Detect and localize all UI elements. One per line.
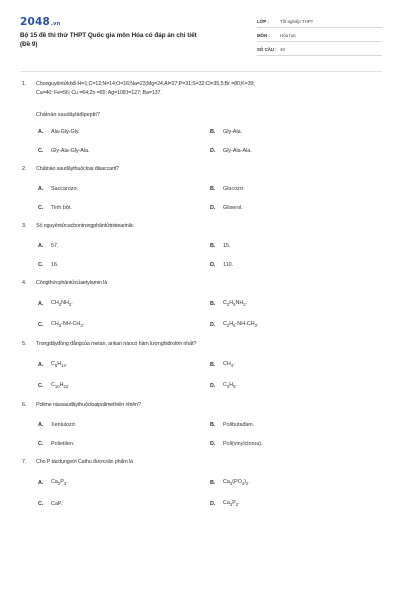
option-letter: A.	[38, 301, 44, 308]
formula-subscript: 3	[229, 502, 233, 508]
answer-option-c[interactable]	[38, 261, 210, 269]
question-text	[36, 279, 382, 288]
formula-subscript: 6	[54, 363, 58, 369]
formula-part: .	[66, 479, 68, 486]
answer-option-b[interactable]	[210, 185, 382, 193]
option-letter: A.	[38, 362, 44, 369]
answer-option-a[interactable]	[38, 360, 210, 370]
option-letter: B.	[210, 422, 216, 429]
question-number: 2.	[22, 166, 27, 172]
option-text: Gly-Ala-Ala.	[223, 148, 252, 154]
answer-option-b[interactable]	[210, 242, 382, 250]
option-text: Tinh bột.	[51, 205, 72, 211]
option-grid	[22, 185, 382, 212]
formula-subscript: 4	[241, 481, 245, 487]
option-letter: D.	[210, 501, 216, 508]
question-3	[22, 222, 382, 269]
option-letter: B.	[210, 243, 216, 249]
formula-part: .	[235, 382, 237, 389]
option-text	[223, 360, 235, 370]
option-text: Xenlulozơ.	[51, 422, 77, 429]
option-letter: B.	[210, 362, 216, 369]
question-text-line: Trongdãyđồng đẳngcủa metan, ankan nàocó hàm lượnghiđrolớn nhất?	[36, 341, 197, 348]
answer-option-d[interactable]	[210, 320, 382, 330]
answer-option-a[interactable]	[38, 185, 210, 193]
formula-subscript: 22	[63, 384, 69, 390]
formula-subscript: 8	[233, 384, 236, 390]
formula-part: H	[59, 382, 64, 389]
option-text: Polibutađien.	[223, 422, 255, 429]
option-text: Gly-Ala-Gly-Ala.	[51, 148, 90, 154]
question-2	[22, 165, 382, 212]
formula-part: C	[223, 382, 227, 389]
question-6	[22, 401, 382, 448]
option-letter: C.	[38, 322, 44, 329]
answer-option-a[interactable]	[38, 299, 210, 309]
option-text: Saccarozơ.	[51, 186, 79, 192]
formula-part: .	[68, 382, 70, 389]
option-letter: C.	[38, 148, 44, 154]
answer-option-c[interactable]	[38, 204, 210, 212]
formula-subscript: 3	[229, 481, 233, 487]
option-text	[223, 499, 240, 509]
meta-value: Tốt nghiệp THPT	[280, 19, 314, 24]
answer-option-d[interactable]	[210, 261, 382, 269]
question-text-line: Số nguyêntửcacbontrongphântửtristearinlà:	[36, 223, 134, 229]
option-text	[223, 381, 237, 391]
exam-title-line2: (Đề 9)	[20, 41, 38, 48]
question-line	[22, 80, 382, 98]
option-text: Poli(vinylclorua).	[223, 441, 263, 448]
formula-subscript: 4	[230, 363, 234, 369]
answer-option-b[interactable]	[210, 128, 382, 136]
formula-subscript: 2	[226, 323, 230, 329]
meta-value: 40	[280, 47, 285, 52]
answer-option-d[interactable]	[210, 147, 382, 155]
question-number: 4.	[22, 280, 27, 286]
answer-option-b[interactable]	[210, 299, 382, 309]
formula-subscript: 2	[226, 302, 230, 308]
option-grid	[22, 128, 382, 155]
option-text	[51, 478, 68, 488]
answer-option-b[interactable]	[210, 360, 382, 370]
formula-subscript: 2	[243, 302, 246, 308]
formula-part: Ca	[223, 500, 230, 507]
option-text: Polietilen.	[51, 441, 75, 448]
option-grid	[22, 478, 382, 509]
option-text: Gly-Ala.	[223, 129, 243, 135]
option-text: 16.	[51, 262, 59, 268]
answer-option-d[interactable]	[210, 499, 382, 509]
option-letter: C.	[38, 205, 44, 211]
formula-part: Ca	[51, 479, 58, 486]
question-number: 7.	[22, 459, 27, 466]
question-text	[36, 458, 382, 467]
formula-part: )	[244, 479, 246, 486]
formula-subscript: 3	[58, 302, 62, 308]
option-letter: D.	[210, 383, 216, 390]
formula-subscript: 3	[254, 323, 258, 329]
answer-option-d[interactable]	[210, 440, 382, 448]
exam-meta	[257, 16, 382, 58]
option-text	[223, 320, 259, 330]
option-text: 57.	[51, 243, 59, 249]
site-logo[interactable]	[20, 16, 60, 28]
option-letter: C.	[38, 383, 44, 390]
meta-row-class	[257, 16, 382, 28]
formula-part: H	[57, 361, 62, 368]
option-letter: B.	[210, 186, 216, 192]
option-text: 15.	[223, 243, 231, 249]
option-text: CaP.	[51, 501, 63, 508]
formula-subscript: 3	[63, 481, 67, 487]
formula-subscript: 3	[58, 323, 62, 329]
formula-part: .	[65, 361, 68, 368]
question-line	[22, 279, 382, 288]
question-prompt: Chấtnào saudâylàđipeptit?	[36, 112, 100, 118]
answer-option-d[interactable]	[210, 381, 382, 391]
answer-option-c[interactable]	[38, 320, 210, 330]
formula-subscript: 3	[226, 384, 230, 390]
answer-option-a[interactable]	[38, 478, 210, 488]
question-line	[22, 401, 382, 410]
formula-part: -NH-CH	[61, 321, 81, 328]
formula-subscript: 14	[61, 363, 66, 369]
meta-key: SỐ CÂU :	[257, 47, 277, 52]
option-text	[223, 299, 247, 309]
option-grid	[22, 299, 382, 330]
answer-option-a[interactable]	[38, 128, 210, 136]
option-letter: D.	[210, 322, 216, 329]
formula-part: .	[233, 361, 235, 368]
question-1	[22, 80, 382, 155]
question-text-line: Chấtnào saudâythuộcloại đisaccarit?	[36, 166, 119, 172]
formula-part: C	[51, 382, 55, 389]
answer-option-d[interactable]	[210, 204, 382, 212]
formula-subscript: 2	[235, 502, 239, 508]
option-letter: B.	[210, 480, 216, 487]
exam-title	[20, 31, 245, 49]
question-text-line: Polime nàosauđâythuộcloạipolimethiên nhiên?	[36, 402, 141, 409]
meta-value: Hóa học	[280, 33, 297, 38]
question-number: 5.	[22, 341, 27, 348]
question-list	[22, 80, 382, 519]
option-text	[51, 320, 84, 330]
formula-subscript: 3	[80, 323, 83, 329]
header-divider	[20, 71, 382, 72]
option-letter: D.	[210, 262, 216, 268]
option-letter: A.	[38, 129, 44, 135]
question-number: 3.	[22, 223, 27, 229]
option-text	[223, 478, 250, 488]
option-letter: C.	[38, 262, 44, 268]
option-grid	[22, 360, 382, 391]
logo-sub: .vn	[51, 21, 61, 27]
option-text	[51, 299, 73, 309]
question-text	[36, 222, 382, 231]
answer-option-c[interactable]	[38, 381, 210, 391]
formula-part: NH	[235, 300, 244, 306]
formula-part: NH	[61, 300, 69, 306]
formula-part: .	[257, 321, 259, 328]
question-text-line: Cho P tácdụngvới Cathu đượcsản phẩm là	[36, 459, 133, 466]
option-letter: A.	[38, 480, 44, 487]
formula-part: H	[229, 300, 234, 306]
question-number: 6.	[22, 402, 27, 409]
option-text: Glixerol.	[223, 205, 243, 211]
formula-part: H	[229, 321, 234, 328]
question-4	[22, 279, 382, 330]
formula-part: P	[232, 500, 236, 507]
option-letter: B.	[210, 301, 216, 308]
option-text	[51, 381, 70, 391]
meta-key: MÔN :	[257, 33, 270, 38]
formula-part: CH	[51, 300, 59, 306]
question-text-line: Côngthứcphântửcủaetylamin là	[36, 280, 108, 286]
formula-part: P	[60, 479, 64, 486]
option-letter: D.	[210, 205, 216, 211]
logo-main: 2048	[20, 16, 51, 28]
formula-part: .	[238, 500, 240, 507]
question-line	[22, 340, 382, 349]
question-text	[36, 401, 382, 410]
option-grid	[22, 421, 382, 448]
formula-subscript: 5	[233, 302, 236, 308]
formula-subscript: 2	[245, 481, 249, 487]
formula-subscript: 2	[57, 481, 61, 487]
meta-row-count	[257, 44, 382, 56]
option-letter: A.	[38, 422, 44, 429]
exam-header	[20, 14, 382, 66]
question-text-line: Ca=40; Fe=56; Cu =64;Zn =65; Ag=108;I=127; Ba=137.	[36, 90, 162, 96]
question-line	[22, 165, 382, 174]
formula-part: C	[51, 361, 55, 368]
exam-title-line1: Bộ 15 đề thi thử THPT Quốc gia môn Hóa có đáp án chi tiết	[20, 32, 197, 39]
option-text	[51, 360, 67, 370]
question-text-line: Chonguyêntửkhối:H=1;C=12;N=14;O=16;Na=23;Mg=24;Al=27;P=31;S=32;Cl=35,5;Br =80;K=39;	[36, 81, 255, 87]
formula-part: .	[82, 321, 85, 328]
option-text: Glucozơ.	[223, 186, 245, 192]
formula-part: C	[223, 321, 227, 328]
formula-part: CH	[223, 361, 231, 368]
formula-part: -NH-CH	[235, 321, 255, 328]
option-letter: C.	[38, 501, 44, 508]
option-letter: A.	[38, 243, 44, 249]
answer-option-a[interactable]	[38, 242, 210, 250]
answer-option-a[interactable]	[38, 421, 210, 429]
answer-option-c[interactable]	[38, 440, 210, 448]
formula-part: .	[248, 479, 250, 486]
question-5	[22, 340, 382, 391]
question-7	[22, 458, 382, 509]
question-line	[22, 458, 382, 467]
question-text	[36, 165, 382, 174]
meta-row-subject	[257, 30, 382, 42]
formula-part: H	[229, 382, 234, 389]
formula-subscript: 10	[54, 384, 60, 390]
question-text	[36, 340, 382, 349]
formula-part: Ca	[223, 479, 230, 486]
formula-subscript: 5	[233, 323, 236, 329]
formula-part: CH	[51, 321, 59, 328]
option-grid	[22, 242, 382, 269]
question-number: 1.	[22, 81, 27, 87]
answer-option-c[interactable]	[38, 499, 210, 509]
option-letter: C.	[38, 441, 44, 448]
question-text	[36, 80, 382, 98]
formula-part: .	[245, 300, 248, 306]
option-letter: D.	[210, 441, 216, 448]
formula-part: (PO	[232, 479, 242, 486]
option-text: 110.	[223, 262, 234, 268]
option-text: Ala-Gly-Gly.	[51, 129, 80, 135]
formula-subscript: 2	[68, 302, 72, 308]
option-letter: D.	[210, 148, 216, 154]
formula-part: C	[223, 300, 227, 306]
answer-option-b[interactable]	[210, 478, 382, 488]
formula-part: .	[71, 300, 73, 306]
answer-option-b[interactable]	[210, 421, 382, 429]
answer-option-c[interactable]	[38, 147, 210, 155]
question-line	[22, 222, 382, 231]
meta-key: LỚP :	[257, 19, 269, 24]
option-letter: B.	[210, 129, 216, 135]
option-letter: A.	[38, 186, 44, 192]
